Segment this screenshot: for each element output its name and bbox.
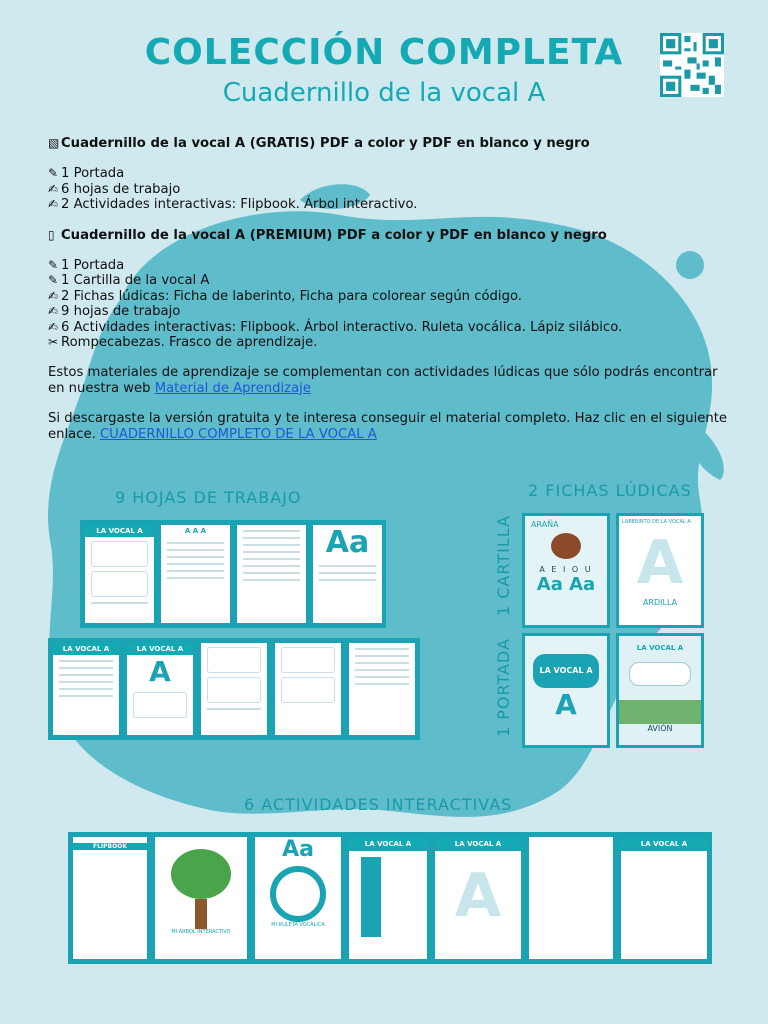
paragraph-material: Estos materiales de aprendizaje se complementan con actividades lúdicas que sólo podrás encontrar en nuestra web Material de Aprendizaje — [48, 365, 718, 396]
premium-item: ✂ Rompecabezas. Frasco de aprendizaje. — [48, 335, 318, 351]
pencil-icon: ✎ — [48, 273, 59, 288]
activity-flipbook[interactable]: FLIPBOOK — [70, 834, 150, 962]
cuadernillo-completo-link[interactable]: CUADERNILLO COMPLETO DE LA VOCAL A — [99, 426, 377, 442]
premium-item: ✎ 1 Portada — [48, 258, 125, 274]
worksheet-thumbnail[interactable] — [198, 640, 270, 738]
worksheet-thumbnail[interactable]: LA VOCAL A — [82, 522, 157, 626]
page-title: COLECCIÓN COMPLETA — [144, 32, 624, 73]
document-icon: ✍ — [48, 288, 59, 303]
tree-icon — [171, 849, 231, 899]
pencil-icon: ✎ — [48, 258, 59, 273]
activity-frasco[interactable] — [526, 834, 616, 962]
notebook-icon: ▧ — [48, 136, 60, 150]
paragraph-descarga: Si descargaste la versión gratuita y te interesa conseguir el material completo. Haz clic en el siguiente enlace. CUADERNILLO COMPLETO DE LA VOCAL A — [48, 411, 728, 442]
portada-thumbnail[interactable]: LA VOCAL A A — [522, 633, 610, 748]
laberinto-thumbnail[interactable]: LABERINTO DE LA VOCAL A A ARDILLA — [616, 513, 704, 628]
activity-frasco-b[interactable]: LA VOCAL A — [618, 834, 710, 962]
pencil-icon: ✎ — [48, 166, 59, 181]
document-icon: ✍ — [48, 319, 59, 334]
airplane-icon — [629, 662, 691, 686]
premium-item: ✍ 2 Fichas lúdicas: Ficha de laberinto, Ficha para colorear según código. — [48, 288, 522, 304]
worksheet-thumbnail[interactable] — [346, 640, 418, 738]
free-heading: ▧ Cuadernillo de la vocal A (GRATIS) PDF a color y PDF en blanco y negro — [48, 136, 590, 151]
worksheet-thumbnail[interactable]: Aa — [310, 522, 385, 626]
worksheet-thumbnail[interactable] — [234, 522, 309, 626]
worksheet-thumbnail[interactable]: LA VOCAL A — [50, 640, 122, 738]
document-icon: ✍ — [48, 304, 59, 319]
hojas-label: 9 HOJAS DE TRABAJO — [115, 488, 302, 507]
portada-label: 1 PORTADA — [494, 638, 513, 737]
premium-item: ✍ 6 Actividades interactivas: Flipbook. Árbol interactivo. Ruleta vocálica. Lápiz silábico. — [48, 319, 623, 335]
puzzle-icon: A — [454, 861, 502, 931]
cartilla-label: 1 CARTILLA — [494, 515, 513, 616]
material-aprendizaje-link[interactable]: Material de Aprendizaje — [154, 380, 311, 396]
premium-item: ✎ 1 Cartilla de la vocal A — [48, 273, 210, 289]
scissors-icon: ✂ — [48, 335, 59, 350]
document-icon: ✍ — [48, 197, 59, 212]
worksheet-thumbnail[interactable]: LA VOCAL A A — [124, 640, 196, 738]
spider-icon — [551, 533, 581, 559]
fichas-label: 2 FICHAS LÚDICAS — [528, 481, 692, 500]
free-item: ✍ 6 hojas de trabajo — [48, 181, 181, 197]
activity-lapiz[interactable]: LA VOCAL A — [346, 834, 430, 962]
free-item: ✎ 1 Portada — [48, 166, 125, 182]
activity-rompecabezas[interactable]: LA VOCAL A A — [432, 834, 524, 962]
document-icon: ✍ — [48, 181, 59, 196]
free-item: ✍ 2 Actividades interactivas: Flipbook. Árbol interactivo. — [48, 197, 418, 213]
description-block — [48, 136, 728, 442]
cartilla-thumbnail[interactable]: ARAÑA A E I O U Aa Aa — [522, 513, 610, 628]
pencil-icon — [361, 857, 381, 937]
tablet-icon: ▯ — [48, 227, 55, 242]
page-subtitle: Cuadernillo de la vocal A — [222, 78, 546, 108]
actividades-label: 6 ACTIVIDADES INTERACTIVAS — [244, 795, 513, 814]
worksheet-thumbnail[interactable]: A A A — [158, 522, 233, 626]
activity-arbol[interactable]: MI ÁRBOL INTERACTIVO — [152, 834, 250, 962]
premium-item: ✍ 9 hojas de trabajo — [48, 304, 181, 320]
worksheet-thumbnail[interactable] — [272, 640, 344, 738]
colorear-thumbnail[interactable]: LA VOCAL A AVIÓN — [616, 633, 704, 748]
qr-code-icon[interactable] — [660, 33, 724, 97]
activity-ruleta[interactable]: Aa MI RULETA VOCÁLICA — [252, 834, 344, 962]
wheel-icon — [270, 866, 326, 922]
premium-heading: ▯ Cuadernillo de la vocal A (PREMIUM) PDF a color y PDF en blanco y negro — [48, 227, 607, 243]
